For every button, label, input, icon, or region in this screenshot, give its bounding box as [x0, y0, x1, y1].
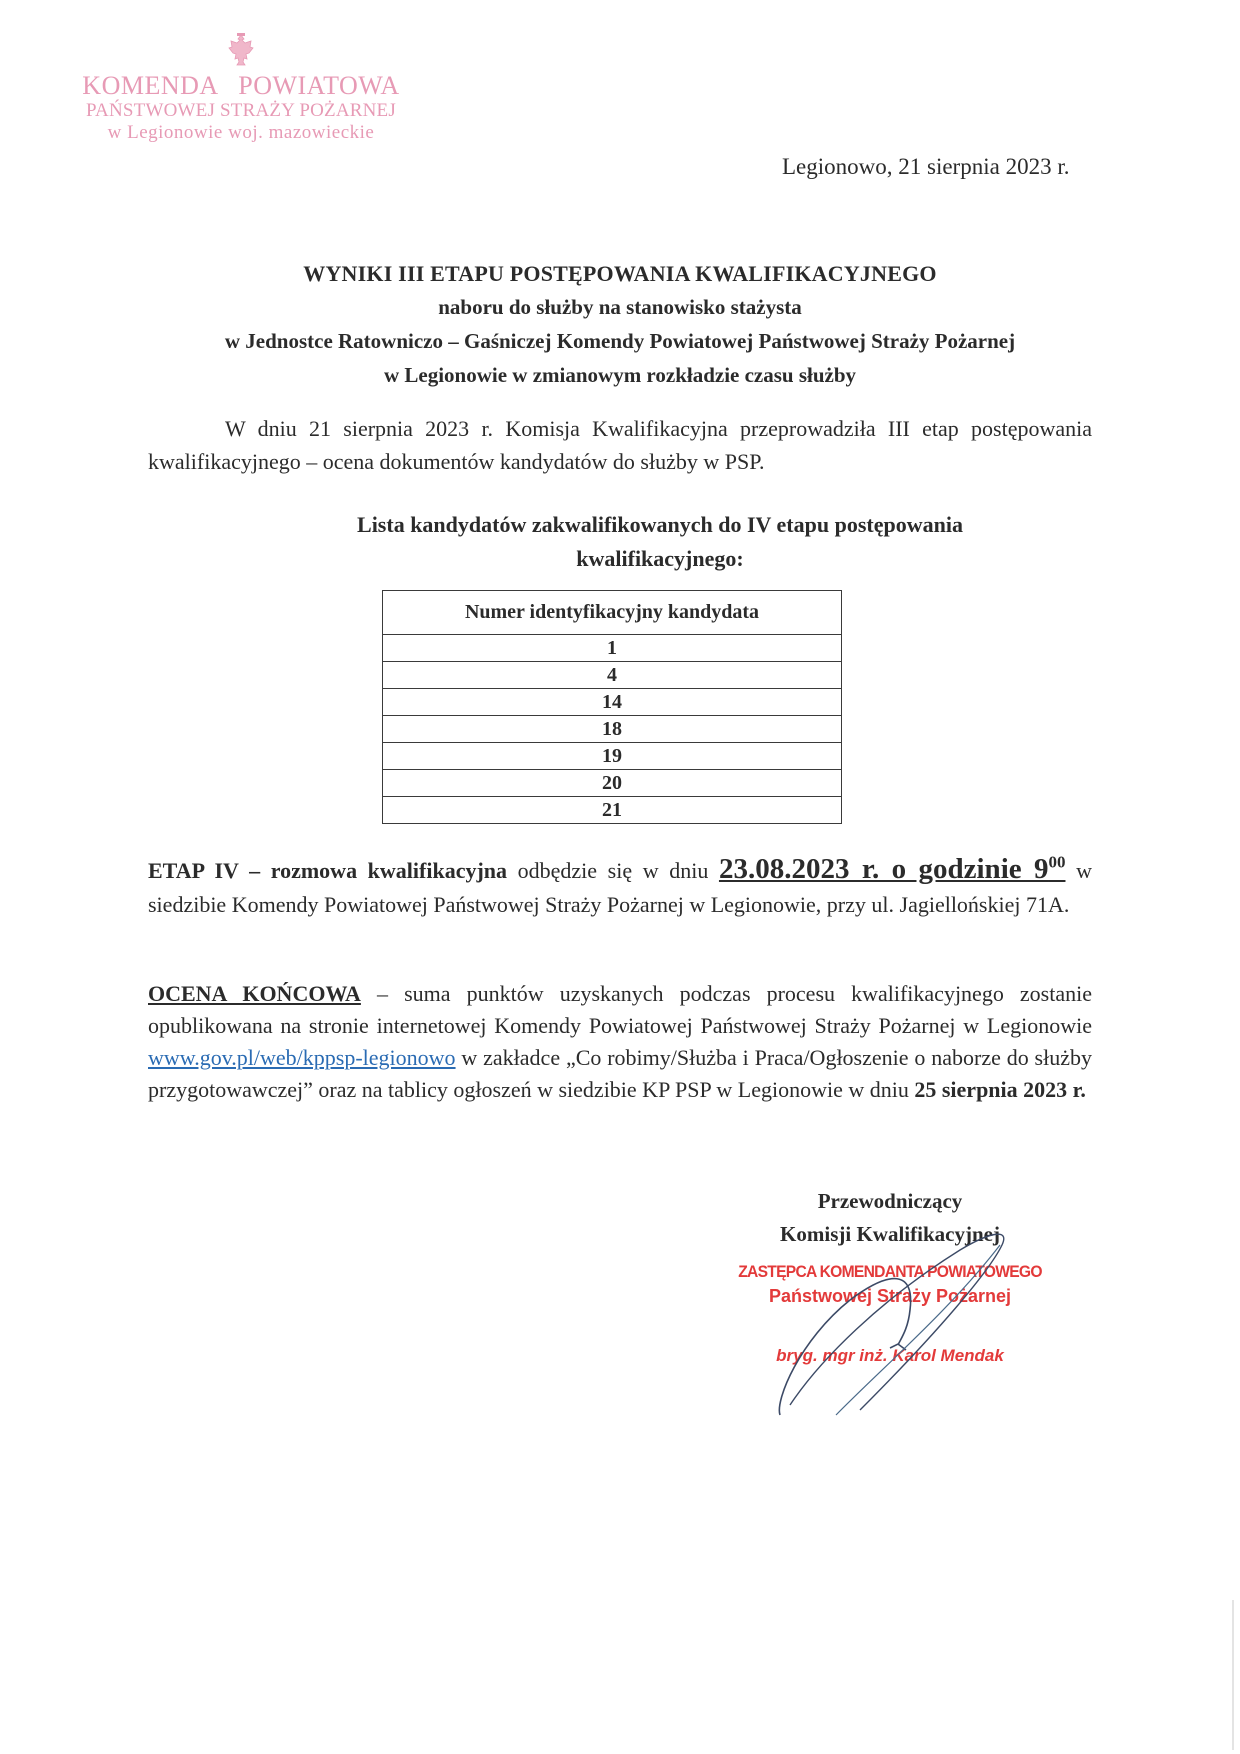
table-row	[383, 743, 842, 770]
title-line3: w Jednostce Ratowniczo – Gaśniczej Komendy Powiatowej Państwowej Straży Pożarnej	[224, 329, 1016, 353]
stamp-line2: Państwowej Straży Pożarnej	[768, 1286, 1012, 1306]
letterhead-line2: PAŃSTWOWEJ STRAŻY POŻARNEJ	[86, 100, 396, 121]
signatory-role-line1: Przewodniczący	[817, 1189, 963, 1213]
handwritten-signature-icon	[740, 1220, 1060, 1440]
publication-date: 25 sierpnia 2023 r.	[914, 1077, 1086, 1102]
stamp-name: bryg. mgr inż. Karol Mendak	[776, 1346, 1004, 1365]
eagle-emblem-icon	[226, 32, 256, 68]
etap-iv-date: 23.08.2023 r. o godzinie $9^{00}$	[718, 852, 1066, 885]
letterhead-line3: w Legionowie woj. mazowieckie	[107, 122, 375, 143]
etap-iv-label: ETAP IV – rozmowa kwalifikacyjna	[148, 858, 508, 883]
table-row	[383, 662, 842, 689]
candidate-id: 1	[383, 635, 842, 662]
intro-paragraph	[148, 412, 1092, 478]
candidate-id: 21	[383, 797, 842, 824]
signature-block	[700, 1185, 1080, 1251]
candidate-id: 4	[383, 662, 842, 689]
website-link[interactable]: www.gov.pl/web/kppsp-legionowo	[148, 1045, 456, 1070]
etap-iv-location: w siedzibie Komendy Powiatowej Państwowej Straży Pożarnej w Legionowie, przy ul. Jagiellońskiej 71A.	[148, 858, 1092, 917]
etap-iv-minutes: 00	[1048, 852, 1066, 872]
table-row	[383, 716, 842, 743]
list-heading-line1: Lista kandydatów zakwalifikowanych do IV etapu postępowania	[357, 512, 963, 537]
list-heading	[300, 508, 1020, 576]
candidates-table	[382, 590, 842, 824]
scan-edge-line	[1232, 1600, 1234, 1750]
place-date: Legionowo, 21 sierpnia 2023 r.	[782, 154, 1070, 179]
candidate-id: 14	[383, 689, 842, 716]
candidate-id: 20	[383, 770, 842, 797]
table-row	[383, 689, 842, 716]
table-row	[383, 770, 842, 797]
stamp-line1: ZASTĘPCA KOMENDANTA POWIATOWEGO	[738, 1262, 1042, 1281]
document-title	[140, 258, 1100, 392]
candidate-id: 19	[383, 743, 842, 770]
list-heading-line2: kwalifikacyjnego:	[576, 546, 744, 571]
final-score-label: OCENA KOŃCOWA	[148, 981, 361, 1006]
title-line1: WYNIKI III ETAPU POSTĘPOWANIA KWALIFIKACYJNEGO	[303, 261, 937, 286]
title-line2: naboru do służby na stanowisko stażysta	[438, 295, 802, 319]
title-line4: w Legionowie w zmianowym rozkładzie czasu służby	[383, 363, 857, 387]
candidate-id: 18	[383, 716, 842, 743]
table-header-row	[383, 591, 842, 635]
column-header: Numer identyfikacyjny kandydata	[383, 591, 842, 635]
table-row	[383, 635, 842, 662]
etap-iv-text: odbędzie się w dniu	[507, 858, 719, 883]
etap-iv-paragraph	[148, 852, 1092, 922]
letterhead-line1: KOMENDA POWIATOWA	[82, 71, 400, 100]
signatory-role-line2: Komisji Kwalifikacyjnej	[780, 1222, 1000, 1246]
intro-text: W dniu 21 sierpnia 2023 r. Komisja Kwalifikacyjna przeprowadziła III etap postępowania kwalifikacyjnego – ocena dokumentów kandydatów do służby w PSP.	[148, 416, 1092, 474]
final-score-text1: – suma punktów uzyskanych podczas procesu kwalifikacyjnego zostanie opublikowana na stronie internetowej Komendy Powiatowej Państwowej Straży Pożarnej w Legionowie	[148, 981, 1092, 1038]
final-score-text2: w zakładce „Co robimy/Służba i Praca/Ogłoszenie o naborze do służby przygotowawczej” oraz na tablicy ogłoszeń w siedzibie KP PSP w Legionowie w dniu	[148, 1045, 1092, 1102]
letterhead	[66, 32, 416, 144]
final-score-paragraph	[148, 978, 1092, 1106]
table-row	[383, 797, 842, 824]
